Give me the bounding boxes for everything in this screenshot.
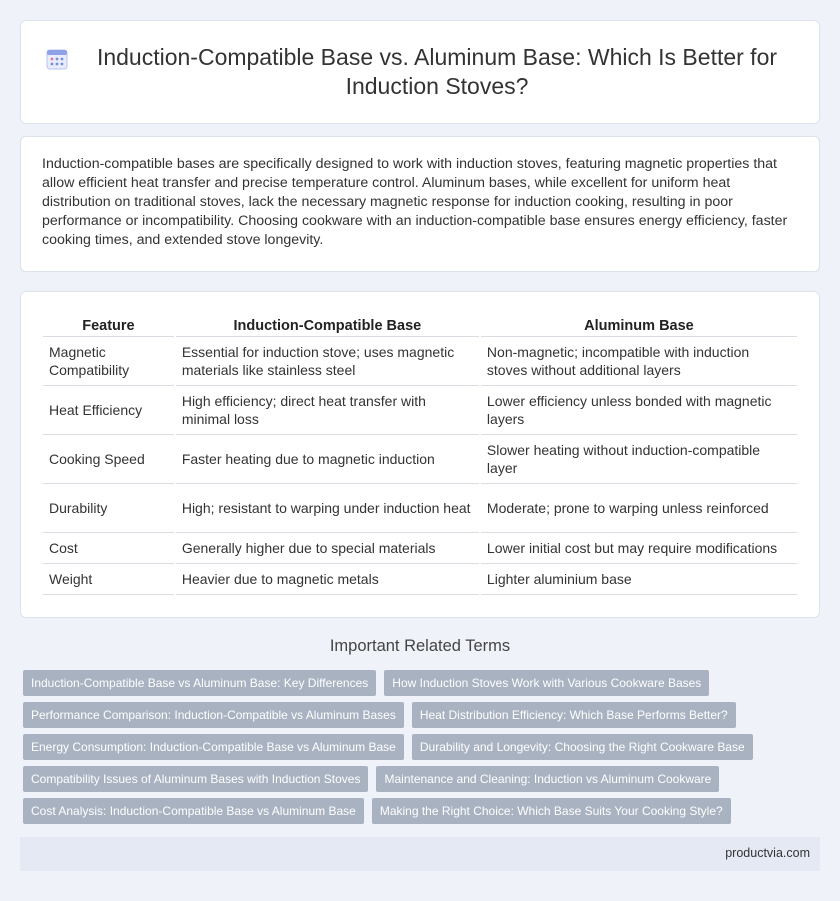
cell-feature: Magnetic Compatibility (43, 337, 174, 386)
tag-row (23, 798, 823, 824)
cell-feature: Cost (43, 533, 174, 564)
cell-induction: Generally higher due to special materials (176, 533, 479, 564)
comparison-table (41, 313, 799, 595)
header-feature: Feature (43, 313, 174, 337)
table-row (43, 533, 797, 564)
related-term-link[interactable]: How Induction Stoves Work with Various Cookware Bases (384, 670, 709, 696)
cell-induction: Faster heating due to magnetic induction (176, 435, 479, 484)
related-terms-tags (23, 670, 823, 830)
comparison-table-card (20, 291, 820, 618)
page-title: Induction-Compatible Base vs. Aluminum Base: Which Is Better for Induction Stoves? (96, 44, 778, 99)
related-term-link[interactable]: Durability and Longevity: Choosing the Right Cookware Base (412, 734, 753, 760)
cell-aluminum: Moderate; prone to warping unless reinforced (481, 484, 797, 533)
related-term-link[interactable]: Compatibility Issues of Aluminum Bases with Induction Stoves (23, 766, 368, 792)
header-induction-base: Induction-Compatible Base (176, 313, 479, 337)
cell-aluminum: Lower initial cost but may require modifications (481, 533, 797, 564)
table-row (43, 564, 797, 595)
cell-aluminum: Non-magnetic; incompatible with induction stoves without additional layers (481, 337, 797, 386)
cell-feature: Durability (43, 484, 174, 533)
tag-row (23, 670, 823, 696)
cell-aluminum: Slower heating without induction-compatible layer (481, 435, 797, 484)
related-term-link[interactable]: Making the Right Choice: Which Base Suits Your Cooking Style? (372, 798, 731, 824)
table-row (43, 337, 797, 386)
intro-card (20, 136, 820, 272)
related-term-link[interactable]: Maintenance and Cleaning: Induction vs Aluminum Cookware (376, 766, 719, 792)
table-row (43, 435, 797, 484)
header-aluminum-base: Aluminum Base (481, 313, 797, 337)
cell-aluminum: Lower efficiency unless bonded with magnetic layers (481, 386, 797, 435)
cell-induction: High efficiency; direct heat transfer with minimal loss (176, 386, 479, 435)
related-term-link[interactable]: Heat Distribution Efficiency: Which Base Performs Better? (412, 702, 736, 728)
footer-site-link[interactable]: productvia.com (725, 846, 810, 860)
table-row (43, 484, 797, 533)
tag-row (23, 734, 823, 760)
cell-induction: Heavier due to magnetic metals (176, 564, 479, 595)
cell-aluminum: Lighter aluminium base (481, 564, 797, 595)
intro-paragraph: Induction-compatible bases are specifically designed to work with induction stoves, featuring magnetic properties that allow efficient heat transfer and precise temperature control. Aluminum bases, while excellent for uniform heat distribution on traditional stoves, lack the necessary magnetic response for induction cooking, resulting in poor performance or incompatibility. Choosing cookware with an induction-compatible base ensures energy efficiency, faster cooking times, and extended stove longevity. (42, 156, 788, 248)
footer (20, 837, 820, 871)
related-term-link[interactable]: Cost Analysis: Induction-Compatible Base vs Aluminum Base (23, 798, 364, 824)
related-term-link[interactable]: Energy Consumption: Induction-Compatible Base vs Aluminum Base (23, 734, 404, 760)
title-card (20, 20, 820, 124)
cell-feature: Heat Efficiency (43, 386, 174, 435)
related-term-link[interactable]: Performance Comparison: Induction-Compatible vs Aluminum Bases (23, 702, 404, 728)
cell-feature: Weight (43, 564, 174, 595)
tag-row (23, 766, 823, 792)
cell-induction: Essential for induction stove; uses magnetic materials like stainless steel (176, 337, 479, 386)
table-header-row (43, 313, 797, 337)
related-term-link[interactable]: Induction-Compatible Base vs Aluminum Base: Key Differences (23, 670, 376, 696)
table-row (43, 386, 797, 435)
related-terms-title: Important Related Terms (329, 637, 511, 655)
tag-row (23, 702, 823, 728)
cell-induction: High; resistant to warping under induction heat (176, 484, 479, 533)
cell-feature: Cooking Speed (43, 435, 174, 484)
